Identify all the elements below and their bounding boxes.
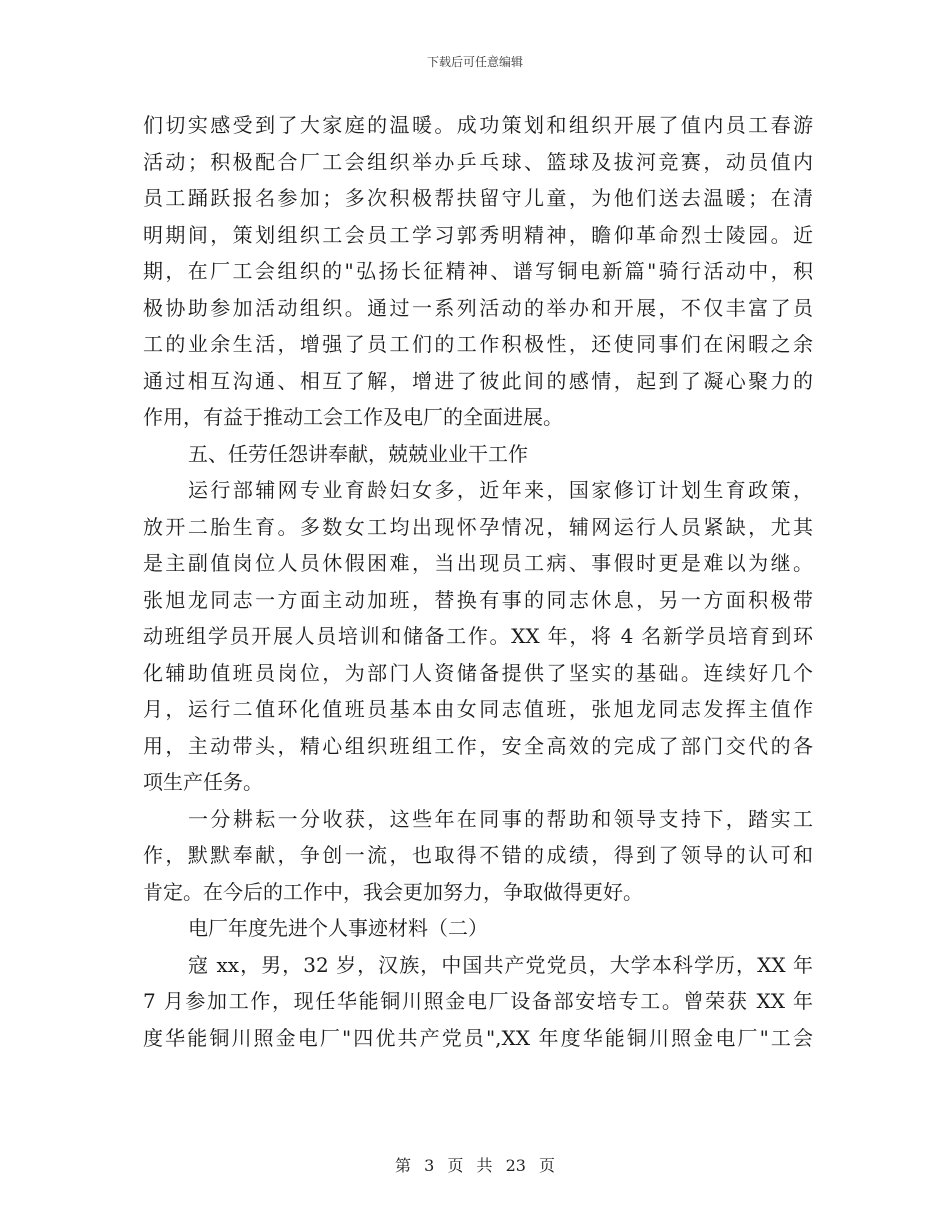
text-line: 项生产任务。 xyxy=(143,770,263,794)
text-line: 工的业余生活，增强了员工们的工作积极性，还使同事们在闲暇之余 xyxy=(143,332,813,356)
text-line: 作，默默奉献，争创一流，也取得不错的成绩，得到了领导的认可和 xyxy=(143,843,813,867)
section-heading: 五、任劳任怨讲奉献，兢兢业业干工作 xyxy=(188,441,528,466)
page-header: 下载后可任意编辑 xyxy=(426,55,523,69)
page-mid: 页 xyxy=(447,1156,464,1175)
text-line: 员工踊跃报名参加；多次积极帮扶留守儿童，为他们送去温暖；在清 xyxy=(143,186,813,210)
text-line: 运行部辅网专业育龄妇女多，近年来，国家修订计划生育政策， xyxy=(188,478,813,502)
page-footer xyxy=(0,1153,950,1176)
text-line: 作用，有益于推动工会工作及电厂的全面进展。 xyxy=(143,405,563,429)
text-line: 一分耕耘一分收获，这些年在同事的帮助和领导支持下，踏实工 xyxy=(188,806,813,831)
section-title: 电厂年度先进个人事迹材料（二） xyxy=(188,916,488,940)
page-number: 3 xyxy=(424,1156,435,1175)
text-line: 放开二胎生育。多数女工均出现怀孕情况，辅网运行人员紧缺，尤其 xyxy=(143,514,813,539)
text-line: 度华能铜川照金电厂"四优共产党员",XX 年度华能铜川照金电厂"工会 xyxy=(143,1025,813,1050)
total-prefix: 共 xyxy=(476,1156,493,1175)
text-line: 们切实感受到了大家庭的温暖。成功策划和组织开展了值内员工春游 xyxy=(143,113,813,137)
text-line: 化辅助值班员岗位，为部门人资储备提供了坚实的基础。连续好几个 xyxy=(143,660,813,685)
text-line: 月，运行二值环化值班员基本由女同志值班，张旭龙同志发挥主值作 xyxy=(143,697,813,721)
text-line: 极协助参加活动组织。通过一系列活动的举办和开展，不仅丰富了员 xyxy=(143,295,813,320)
text-line: 活动；积极配合厂工会组织举办乒乓球、篮球及拔河竞赛，动员值内 xyxy=(143,149,813,174)
text-line: 肯定。在今后的工作中，我会更加努力，争取做得更好。 xyxy=(143,879,643,904)
text-line: 寇 xx，男，32 岁，汉族，中国共产党党员，大学本科学历，XX 年 xyxy=(188,952,813,977)
page-prefix: 第 xyxy=(394,1156,411,1175)
text-line: 明期间，策划组织工会员工学习郭秀明精神，瞻仰革命烈士陵园。近 xyxy=(143,222,813,247)
total-suffix: 页 xyxy=(539,1156,556,1175)
document-body xyxy=(143,107,813,1056)
text-line: 通过相互沟通、相互了解，增进了彼此间的感情，起到了凝心聚力的 xyxy=(143,368,813,393)
text-line: 是主副值岗位人员休假困难，当出现员工病、事假时更是难以为继。 xyxy=(143,551,813,575)
text-line: 动班组学员开展人员培训和储备工作。XX 年，将 4 名新学员培育到环 xyxy=(143,624,813,648)
text-line: 期，在厂工会组织的"弘扬长征精神、谱写铜电新篇"骑行活动中，积 xyxy=(143,259,813,283)
text-line: 张旭龙同志一方面主动加班，替换有事的同志休息，另一方面积极带 xyxy=(143,587,813,612)
text-line: 用，主动带头，精心组织班组工作，安全高效的完成了部门交代的各 xyxy=(143,733,813,758)
text-line: 7 月参加工作，现任华能铜川照金电厂设备部安培专工。曾荣获 XX 年 xyxy=(143,989,813,1013)
total-pages: 23 xyxy=(505,1156,526,1175)
